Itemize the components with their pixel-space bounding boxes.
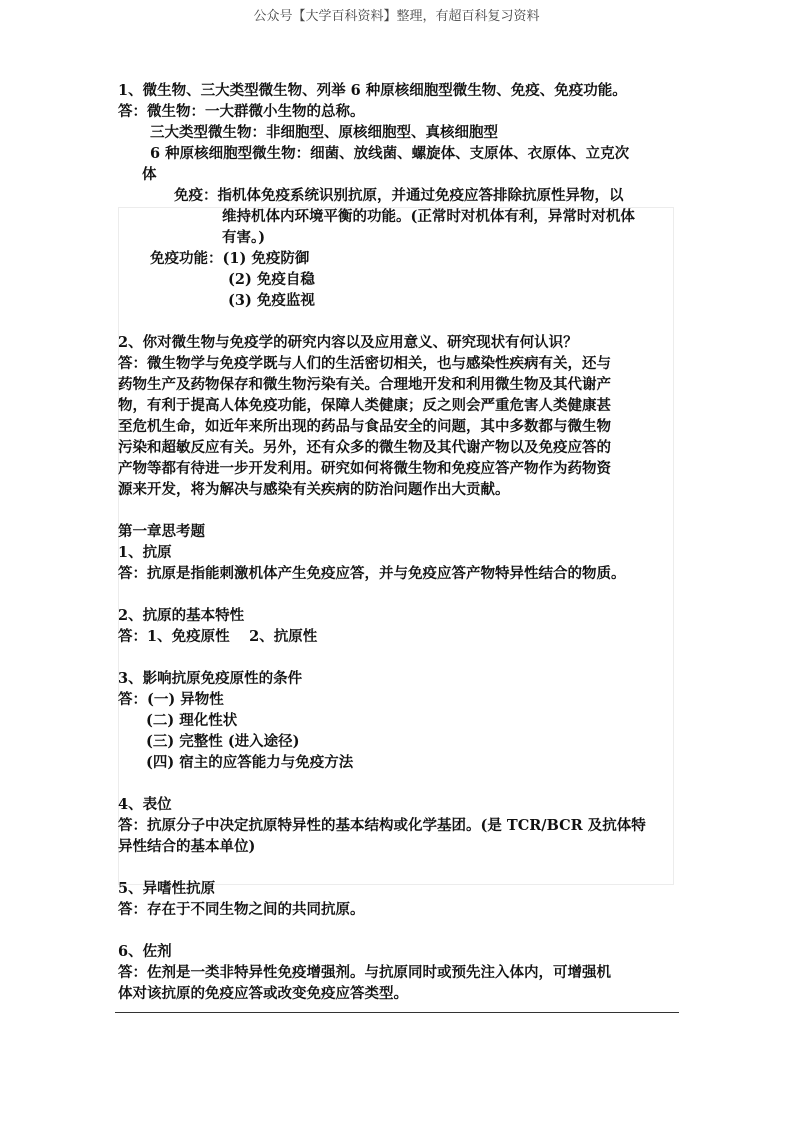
q1-six-types-line2: 体 — [142, 166, 157, 183]
q2-answer-line: 源来开发，将为解决与感染有关疾病的防治问题作出大贡献。 — [118, 481, 510, 498]
q1-functions-label: 免疫功能：(1) 免疫防御 — [150, 250, 310, 267]
q1-immunity-line2: 维持机体内环境平衡的功能。(正常时对机体有利，异常时对机体 — [222, 208, 635, 225]
q1-function-3: (3) 免疫监视 — [228, 292, 315, 309]
q1-function-2: (2) 免疫自稳 — [228, 271, 315, 288]
chapter-title: 第一章思考题 — [118, 523, 205, 540]
q1-answer-microbe: 答：微生物：一大群微小生物的总称。 — [118, 103, 365, 120]
s5-title: 5、异嗜性抗原 — [118, 880, 216, 897]
s3-answer-4: (四) 宿主的应答能力与免疫方法 — [146, 754, 354, 771]
s4-answer-line1: 答：抗原分子中决定抗原特异性的基本结构或化学基团。(是 TCR/BCR 及抗体特 — [118, 817, 646, 834]
q2-answer-line: 至危机生命，如近年来所出现的药品与食品安全的问题，其中多数都与微生物 — [118, 418, 611, 435]
s3-answer-1: 答：(一) 异物性 — [118, 691, 224, 708]
s1-title: 1、抗原 — [118, 544, 172, 561]
page-header: 公众号【大学百科资料】整理，有超百科复习资料 — [253, 9, 540, 24]
s2-answer: 答：1、免疫原性 2、抗原性 — [118, 628, 318, 645]
s2-title: 2、抗原的基本特性 — [118, 607, 245, 624]
q1-three-types: 三大类型微生物：非细胞型、原核细胞型、真核细胞型 — [150, 124, 498, 141]
q1-immunity-line3: 有害。) — [222, 229, 266, 246]
s4-title: 4、表位 — [118, 796, 172, 813]
q1-immunity-line1: 免疫：指机体免疫系统识别抗原，并通过免疫应答排除抗原性异物，以 — [174, 187, 624, 204]
document-body — [118, 80, 678, 1004]
bottom-divider — [115, 1012, 679, 1013]
s1-answer: 答：抗原是指能刺激机体产生免疫应答，并与免疫应答产物特异性结合的物质。 — [118, 565, 626, 582]
q1-title: 1、微生物、三大类型微生物、列举 6 种原核细胞型微生物、免疫、免疫功能。 — [118, 82, 627, 99]
q1-six-types-line1: 6 种原核细胞型微生物：细菌、放线菌、螺旋体、支原体、衣原体、立克次 — [150, 145, 630, 162]
s6-title: 6、佐剂 — [118, 943, 172, 960]
s6-answer-line1: 答：佐剂是一类非特异性免疫增强剂。与抗原同时或预先注入体内，可增强机 — [118, 964, 611, 981]
q2-answer-line: 污染和超敏反应有关。另外，还有众多的微生物及其代谢产物以及免疫应答的 — [118, 439, 611, 456]
q2-answer-line: 答：微生物学与免疫学既与人们的生活密切相关，也与感染性疾病有关，还与 — [118, 355, 611, 372]
q2-answer-line: 物，有利于提高人体免疫功能，保障人类健康；反之则会严重危害人类健康甚 — [118, 397, 611, 414]
q2-answer-line: 药物生产及药物保存和微生物污染有关。合理地开发和利用微生物及其代谢产 — [118, 376, 611, 393]
q2-title: 2、你对微生物与免疫学的研究内容以及应用意义、研究现状有何认识？ — [118, 334, 578, 351]
s3-answer-2: (二) 理化性状 — [146, 712, 238, 729]
s6-answer-line2: 体对该抗原的免疫应答或改变免疫应答类型。 — [118, 985, 408, 1002]
s3-answer-3: (三) 完整性 (进入途径) — [146, 733, 300, 750]
s4-answer-line2: 异性结合的基本单位) — [118, 838, 256, 855]
s3-title: 3、影响抗原免疫原性的条件 — [118, 670, 303, 687]
s5-answer: 答：存在于不同生物之间的共同抗原。 — [118, 901, 365, 918]
q2-answer-line: 产物等都有待进一步开发利用。研究如何将微生物和免疫应答产物作为药物资 — [118, 460, 611, 477]
